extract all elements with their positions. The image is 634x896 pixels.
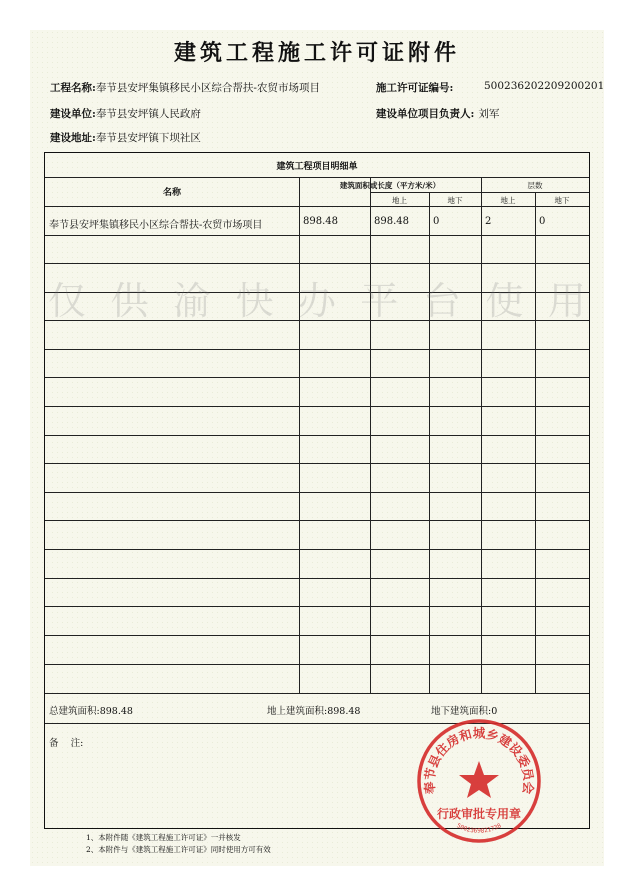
watermark-char: 供 xyxy=(110,279,149,323)
table-caption: 建筑工程项目明细单 xyxy=(276,162,358,172)
watermark xyxy=(44,270,590,325)
col-header-area-above: 地上 xyxy=(392,196,407,205)
seal-code: 5002369821738 xyxy=(455,822,503,835)
total-area-value: 898.48 xyxy=(99,706,133,717)
manager-row xyxy=(376,106,499,121)
row-line xyxy=(45,463,589,464)
seal-org: 奉节县住房和城乡建设委员会 xyxy=(421,725,537,795)
row-line xyxy=(45,606,589,607)
address-row xyxy=(50,130,201,145)
row-line xyxy=(45,377,589,378)
row-line xyxy=(45,406,589,407)
row-floors-below: 0 xyxy=(539,216,546,227)
row-line xyxy=(45,263,589,264)
watermark-char: 用 xyxy=(547,279,586,323)
col-header-name: 名称 xyxy=(162,188,181,198)
watermark-char: 台 xyxy=(422,279,461,323)
rule-line xyxy=(535,192,536,693)
watermark-char: 使 xyxy=(485,279,524,323)
footnotes xyxy=(86,832,271,856)
above-area-value: 898.48 xyxy=(327,706,361,717)
remarks-label: 备 注: xyxy=(49,738,84,749)
col-header-floors-below: 地下 xyxy=(554,196,570,205)
rule-line xyxy=(45,177,589,178)
row-area-below: 0 xyxy=(433,216,440,227)
permit-no-value: 500236202209200201 xyxy=(484,80,605,92)
builder-row xyxy=(50,106,201,121)
row-line xyxy=(45,664,589,665)
row-line xyxy=(45,549,589,550)
row-line xyxy=(45,235,589,236)
row-line xyxy=(45,349,589,350)
document-title: 建筑工程施工许可证附件 xyxy=(173,40,460,66)
watermark-char: 快 xyxy=(235,279,274,323)
builder-label: 建设单位: xyxy=(50,108,96,120)
rule-line xyxy=(370,192,589,193)
total-area-label: 总建筑面积: xyxy=(49,706,100,717)
rule-line xyxy=(45,206,589,207)
rule-line xyxy=(45,693,589,694)
above-area-label: 地上建筑面积: xyxy=(267,706,328,717)
row-area-above: 898.48 xyxy=(374,216,409,227)
watermark-char: 平 xyxy=(360,279,399,323)
footnote: 2、本附件与《建筑工程施工许可证》同时使用方可有效 xyxy=(86,845,271,854)
col-header-area: 建筑面积或长度（平方米/米） xyxy=(339,181,441,190)
seal-purpose: 行政审批专用章 xyxy=(436,807,522,821)
total-area xyxy=(49,703,133,717)
star-icon xyxy=(459,761,499,798)
permit-no-label: 施工许可证编号: xyxy=(376,82,454,94)
watermark-char: 仅 xyxy=(48,279,87,323)
seal-code-text xyxy=(455,822,502,835)
project-name-value: 奉节县安坪集镇移民小区综合帮扶-农贸市场项目 xyxy=(95,82,320,94)
builder-value: 奉节县安坪镇人民政府 xyxy=(95,108,201,120)
manager-value: 刘军 xyxy=(478,108,500,120)
watermark-char: 办 xyxy=(297,279,336,323)
col-header-floors: 层数 xyxy=(527,181,543,190)
rule-line xyxy=(429,192,430,693)
permit-no-row xyxy=(376,80,453,95)
row-name: 奉节县安坪集镇移民小区综合帮扶-农贸市场项目 xyxy=(49,220,263,231)
project-name-label: 工程名称: xyxy=(50,82,96,94)
col-header-floors-above: 地上 xyxy=(500,196,516,205)
above-area xyxy=(267,703,360,717)
watermark-char: 渝 xyxy=(172,279,211,323)
row-line xyxy=(45,578,589,579)
manager-label: 建设单位项目负责人: xyxy=(376,108,475,120)
row-line xyxy=(45,635,589,636)
footnote: 1、本附件随《建筑工程施工许可证》一并核发 xyxy=(86,833,241,842)
below-area-value: 0 xyxy=(491,706,498,717)
project-name-row xyxy=(50,80,320,95)
below-area-label: 地下建筑面积: xyxy=(431,706,492,717)
row-line xyxy=(45,492,589,493)
row-floors-above: 2 xyxy=(485,216,492,227)
official-seal-stamp xyxy=(416,718,542,844)
row-area-total: 898.48 xyxy=(303,216,338,227)
address-label: 建设地址: xyxy=(50,132,96,144)
row-line xyxy=(45,435,589,436)
col-header-area-below: 地下 xyxy=(447,196,463,205)
below-area xyxy=(431,703,497,717)
address-value: 奉节县安坪镇下坝社区 xyxy=(95,132,201,144)
row-line xyxy=(45,520,589,521)
